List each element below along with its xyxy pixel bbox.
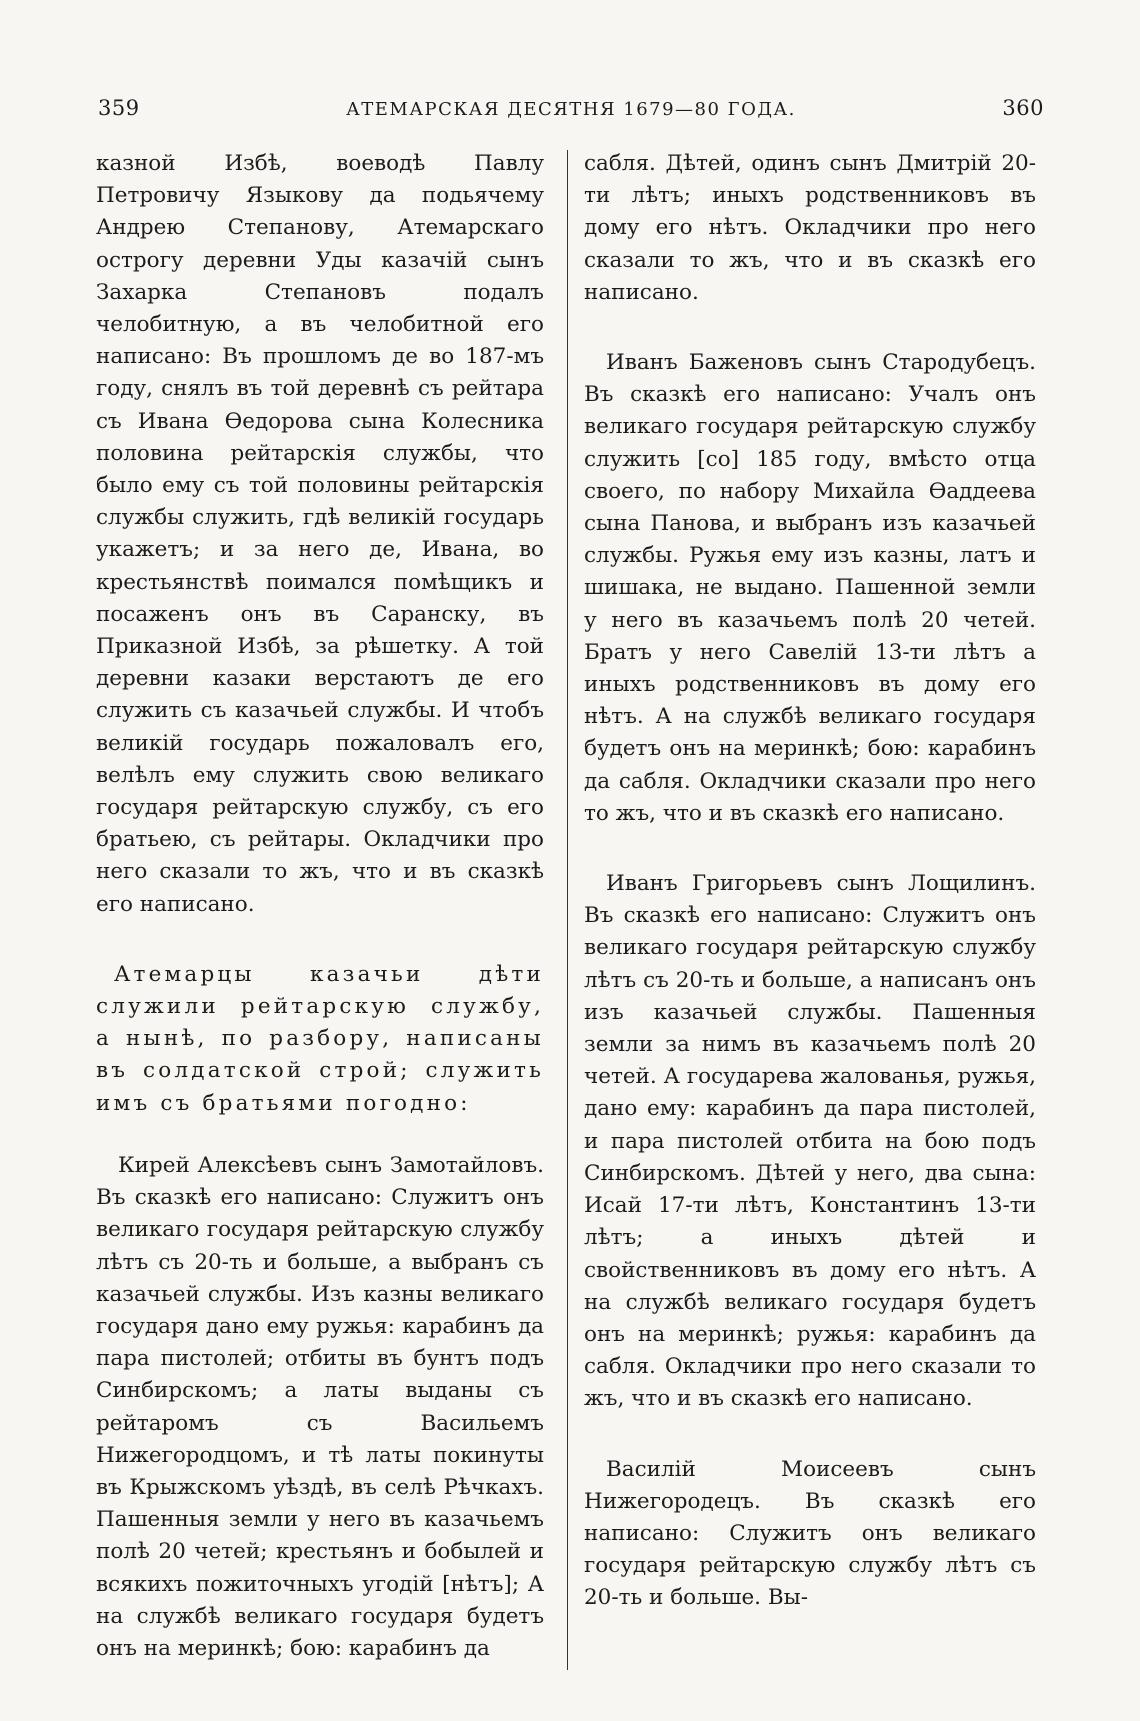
section-heading: Атемарцы казачьи дѣти служили рейтарскую службу, а нынѣ, по разбору, написаны въ солдатской строй; служить имъ съ братьями погодно: (96, 961, 544, 1116)
paragraph: Иванъ Баженовъ сынъ Стародубецъ. Въ сказкѣ его написано: Учалъ онъ великаго государя рейтарскую службу служить [со] 185 году, вмѣсто отца своего, по набору Михайла Ѳаддеева сына Панова, и выбранъ изъ казачьей службы. Ружья ему изъ казны, латъ и шишака, не выдано. Пашенной земли у него въ казачьемъ полѣ 20 четей. Братъ у него Савелій 13-ти лѣтъ а иныхъ родственниковъ въ дому его нѣтъ. А на службѣ великаго государя будетъ онъ на меринкѣ; бою: карабинъ да сабля. Окладчики сказали про него то жъ, что и въ сказкѣ его написано. (584, 350, 1036, 826)
paragraph: Кирей Алексѣевъ сынъ Замотайловъ. Въ сказкѣ его написано: Служитъ онъ великаго государя рейтарскую службу лѣтъ съ 20-ть и больше, а выбранъ съ казачьей службы. Изъ казны великаго государя дано ему ружья: карабинъ да пара пистолей; отбиты въ бунтъ подъ Синбирскомъ; а латы выданы съ рейтаромъ съ Васильемъ Нижегородцомъ, и тѣ латы покинуты въ Крыжскомъ уѣздѣ, въ селѣ Рѣчкахъ. Пашенныя земли у него въ казачьемъ полѣ 20 четей; крестьянъ и бобылей и всякихъ пожиточныхъ угодій [нѣтъ]; А на службѣ великаго государя будетъ онъ на меринкѣ; бою: карабинъ да (96, 1152, 544, 1661)
page-number-left: 359 (98, 96, 140, 120)
page-header (98, 96, 1044, 132)
running-title: АТЕМАРСКАЯ ДЕСЯТНЯ 1679—80 ГОДА. (346, 99, 796, 120)
right-column (584, 148, 1036, 1615)
left-column (96, 148, 544, 1665)
page-number-right: 360 (1002, 96, 1044, 120)
paragraph: казной Избѣ, воеводѣ Павлу Петровичу Языкову да подьячему Андрею Степанову, Атемарскаго острогу деревни Уды казачій сынъ Захарка Степановъ подалъ челобитную, а въ челобитной его написано: Въ прошломъ де во 187-мъ году, снялъ въ той деревнѣ съ рейтара съ Ивана Ѳедорова сына Колесника половина рейтарскія службы, что было ему съ той половины рейтарскія службы служить, гдѣ великій государь укажетъ; и за него де, Ивана, во крестьянствѣ поимался помѣщикъ и посаженъ онъ въ Саранску, въ Приказной Избѣ, за рѣшетку. А той деревни казаки верстаютъ де его служить съ казачьей службы. И чтобъ великій государь пожаловалъ его, велѣлъ ему служить свою великаго государя рейтарскую службу, съ его братьею, съ рейтары. Окладчики про него сказали то жъ, что и въ сказкѣ его написано. (96, 151, 544, 917)
column-divider (567, 150, 568, 1670)
paragraph: Василій Моисеевъ сынъ Нижегородецъ. Въ сказкѣ его написано: Служитъ онъ великаго государя рейтарскую службу лѣтъ съ 20-ть и больше. Вы- (584, 1456, 1036, 1611)
paragraph: сабля. Дѣтей, одинъ сынъ Дмитрій 20-ти лѣтъ; иныхъ родственниковъ въ дому его нѣтъ. Окладчики про него сказали то жъ, что и въ сказкѣ его написано. (584, 151, 1036, 305)
paragraph: Иванъ Григорьевъ сынъ Лощилинъ. Въ сказкѣ его написано: Служитъ онъ великаго государя рейтарскую службу лѣтъ съ 20-ть и больше, а написанъ онъ изъ казачьей службы. Пашенныя земли за нимъ въ казачьемъ полѣ 20 четей. А государева жалованья, ружья, дано ему: карабинъ да пара пистолей, и пара пистолей отбита на бою подъ Синбирскомъ. Дѣтей у него, два сына: Исай 17-ти лѣтъ, Константинъ 13-ти лѣтъ; а иныхъ дѣтей и свойственниковъ въ дому его нѣтъ. А на службѣ великаго государя будетъ онъ на меринкѣ; ружья: карабинъ да сабля. Окладчики про него сказали то жъ, что и въ сказкѣ его написано. (584, 871, 1036, 1412)
